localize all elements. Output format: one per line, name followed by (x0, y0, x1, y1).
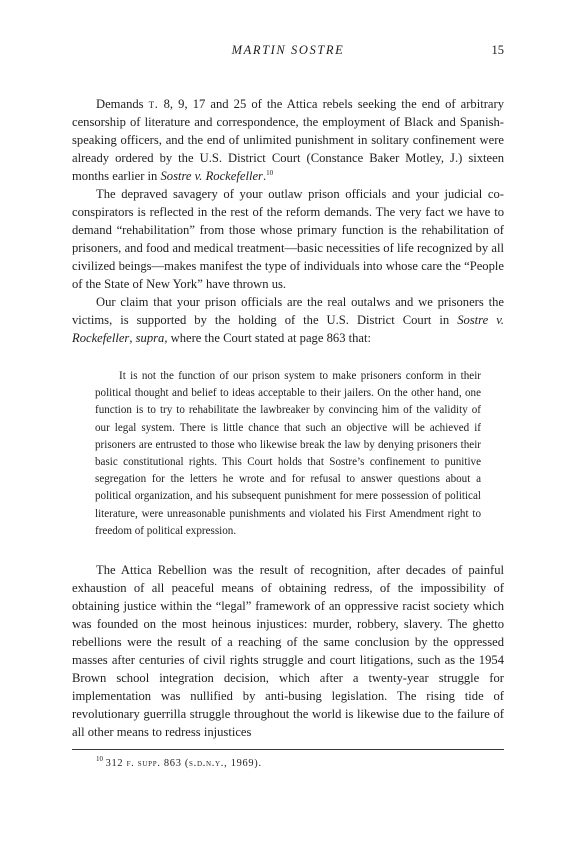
body-text (72, 95, 504, 741)
running-head-title: MARTIN SOSTRE (231, 43, 345, 57)
paragraph-our-claim (72, 293, 504, 347)
block-quote-text: It is not the function of our prison system to make prisoners conform in their political thought and belief to ideas acceptable to their jailers. On the other hand, one function is to try to rehabilitate the lawbreaker by convincing him of the validity of our legal system. There is little chance that such an objective will be achieved if prisoners are entrusted to those who likewise break the law by denying prisoners their basic constitutional rights. This Court holds that Sostre’s confinement to punitive segregation for the letters he wrote and for refusal to answer questions about a political organization, and his subsequent punishment for mere possession of political literature, were unreasonable punishments and violated his First Amendment right to freedom of political expression. (95, 370, 481, 537)
supra-citation: supra, (135, 331, 168, 345)
case-citation: Sostre v. Rockefeller (72, 313, 504, 345)
paragraph-1-text-a: Demands (96, 97, 149, 111)
paragraph-attica-rebellion: The Attica Rebellion was the result of recognition, after decades of painful exhaustion of all peaceful means of obtaining redress, of the impossibility of obtaining justice within the “legal” framework of an oppressive racist society which was founded on the most heinous injustices: murder, robbery, slavery. The ghetto rebellions were the result of a reaching of the same conclusion by the oppressed masses after centuries of civil rights struggle and court litigations, such as the 1954 Brown school integration decision, which after a twenty-year struggle for implementation was nullified by anti-busing legislation. The rising tide of revolutionary guerrilla struggle throughout the world is likewise due to the failure of all other means to redress injustices (72, 563, 504, 740)
paragraph-attica-rebellion-wrap (72, 561, 504, 741)
paragraph-3-text-b: , (129, 331, 136, 345)
paragraph-3-text-a: Our claim that your prison officials are the real outalws and we prisoners the victims, is supported by the holding of the U.S. District Court in (72, 295, 504, 327)
block-quote (95, 368, 481, 540)
footnote-number: 10 (96, 755, 103, 763)
footnote-reference: 10 (266, 169, 274, 177)
paragraph-attica-demands (72, 95, 504, 185)
running-head (72, 43, 504, 59)
paragraph-1-text-b: 8, 9, 17 and 25 of the Attica rebels seeking the end of arbitrary censorship of literature and correspondence, the employment of Black and Spanish-speaking officers, and the end of unlimited punishment in solitary confinement were already ordered by the U.S. District Court (Constance Baker Motley, J.) sixteen months earlier in (72, 97, 505, 183)
page-number: 15 (491, 43, 504, 57)
case-citation: Sostre v. Rockefeller (160, 169, 263, 183)
demand-prefix: t. (148, 97, 159, 111)
footnote (96, 757, 504, 771)
footnote-text: 312 f. supp. 863 (s.d.n.y., 1969). (105, 758, 262, 769)
paragraph-depraved-savagery: The depraved savagery of your outlaw prison officials and your judicial co-conspirators is reflected in the rest of the reform demands. The very fact we have to demand “rehabilitation” from those whose primary function is the rehabilitation of prisoners, and food and medical treatment—basic necessities of life recognized by all civilized beings—makes manifest the type of individuals into whose care the “People of the State of New York” have thrown us. (72, 187, 504, 291)
footnote-rule (72, 749, 504, 750)
paragraph-3-text-c: where the Court stated at page 863 that: (167, 331, 372, 345)
paragraph-1-text-c: . (262, 169, 267, 183)
